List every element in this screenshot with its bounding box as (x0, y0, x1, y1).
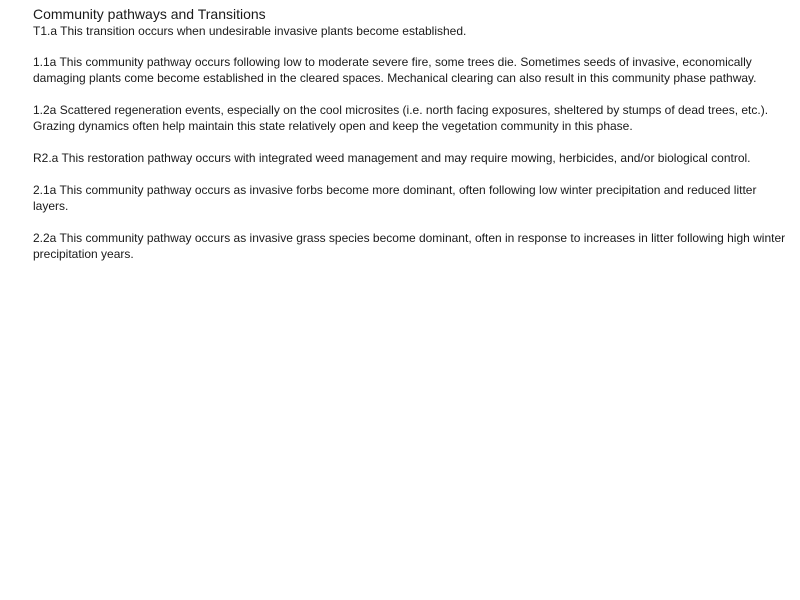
pathway-1-2a: 1.2a Scattered regeneration events, especially on the cool microsites (i.e. north facing exposures, sheltered by stumps of dead trees, etc.). Grazing dynamics often help maintain this state relatively open and keep the vegetation community in this phase. (33, 103, 769, 133)
pathway-1-1a: 1.1a This community pathway occurs following low to moderate severe fire, some trees die. Sometimes seeds of invasive, economically damaging plants come become established in the cleared spaces. Mechanical clearing can also result in this community phase pathway. (33, 55, 757, 85)
page-title: Community pathways and Transitions (33, 6, 266, 22)
restoration-r2a: R2.a This restoration pathway occurs with integrated weed management and may require mowing, herbicides, and/or biological control. (33, 151, 751, 165)
transition-t1a: T1.a This transition occurs when undesirable invasive plants become established. (33, 24, 467, 38)
pathway-2-1a: 2.1a This community pathway occurs as invasive forbs become more dominant, often following low winter precipitation and reduced litter layers. (33, 183, 757, 213)
pathway-2-2a: 2.2a This community pathway occurs as invasive grass species become dominant, often in response to increases in litter following high winter precipitation years. (33, 231, 786, 261)
